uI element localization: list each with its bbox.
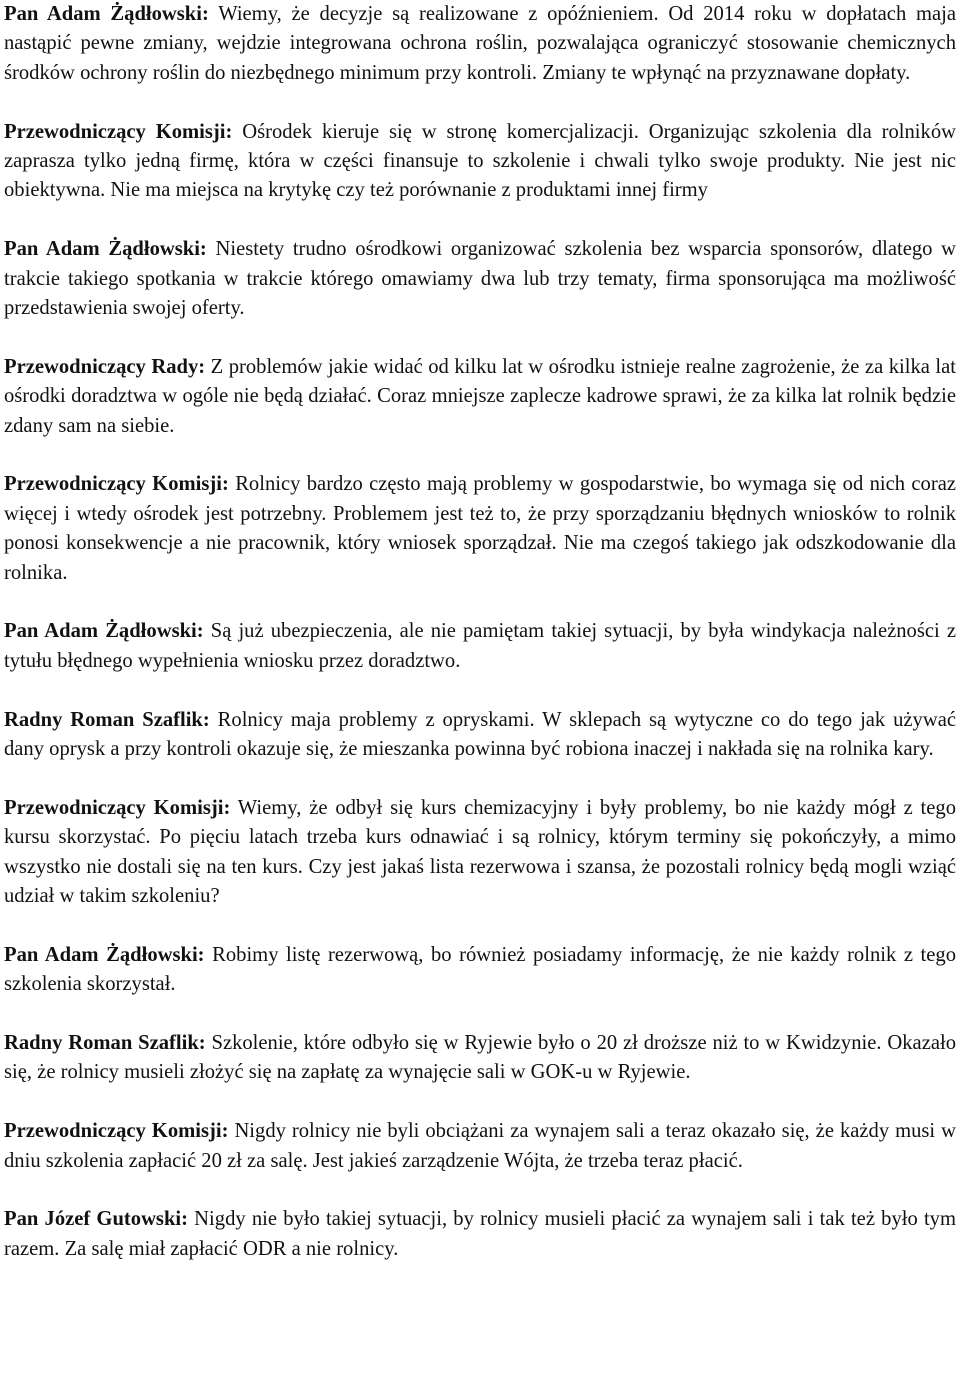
speaker-name: Pan Adam Żądłowski: xyxy=(4,943,205,966)
statement-paragraph xyxy=(4,1029,956,1088)
statement-text: Ośrodek kieruje się w stronę komercjalizacji. Organizując szkolenia dla rolników zaprasza tylko jedną firmę, która w części finansuje to szkolenie i chwali tylko swoje produkty. Nie jest nic obiektywna. Nie ma miejsca na krytykę czy też porównanie z produktami innej firmy xyxy=(4,120,956,202)
statement-text: Nigdy rolnicy nie byli obciążani za wynajem sali a teraz okazało się, że każdy musi w dniu szkolenia zapłacić 20 zł za salę. Jest jakieś zarządzenie Wójta, że trzeba teraz płacić. xyxy=(4,1120,957,1172)
statement-paragraph xyxy=(4,941,956,1000)
speaker-name: Przewodniczący Rady: xyxy=(4,355,206,378)
statement-paragraph xyxy=(4,794,956,912)
statement-text: Są już ubezpieczenia, ale nie pamiętam takiej sytuacji, by była windykacja należności z tytułu błędnego wypełnienia wniosku przez doradztwo. xyxy=(4,620,956,672)
statement-paragraph xyxy=(4,706,956,765)
statement-text: Nigdy nie było takiej sytuacji, by rolnicy musieli płacić za wynajem sali i tak też było tym razem. Za salę miał zapłacić ODR a nie rolnicy. xyxy=(4,1208,956,1260)
statement-paragraph xyxy=(4,470,956,588)
statement-text: Szkolenie, które odbyło się w Ryjewie było o 20 zł droższe niż to w Kwidzynie. Okazało się, że rolnicy musieli złożyć się na zapłatę za wynajęcie sali w GOK-u w Ryjewie. xyxy=(4,1032,956,1084)
speaker-name: Pan Adam Żądłowski: xyxy=(4,238,207,261)
statement-text: Z problemów jakie widać od kilku lat w ośrodku istnieje realne zagrożenie, że za kilka lat ośrodki doradztwa w ogóle nie będą działać. Coraz mniejsze zaplecze kadrowe sprawi, że za kilka lat rolnik będzie zdany sam na siebie. xyxy=(4,355,956,437)
document-page xyxy=(4,0,956,1294)
statement-text: Wiemy, że odbył się kurs chemizacyjny i były problemy, bo nie każdy mógł z tego kursu skorzystać. Po pięciu latach trzeba kurs odnawiać i są rolnicy, którym terminy się pokończyły, a mimo wszystko nie dostali się na ten kurs. Czy jest jakaś lista rezerwowa i szansa, że pozostali rolnicy będą mogli wziąć udział w takim szkoleniu? xyxy=(4,796,957,908)
statement-paragraph xyxy=(4,235,956,323)
statement-paragraph xyxy=(4,0,956,88)
speaker-name: Przewodniczący Komisji: xyxy=(4,1120,229,1143)
speaker-name: Pan Józef Gutowski: xyxy=(4,1208,188,1231)
speaker-name: Radny Roman Szaflik: xyxy=(4,708,210,731)
statement-paragraph xyxy=(4,617,956,676)
statement-text: Wiemy, że decyzje są realizowane z opóźnieniem. Od 2014 roku w dopłatach maja nastąpić pewne zmiany, wejdzie integrowana ochrona roślin, pozwalająca ograniczyć stosowanie chemicznych środków ochrony roślin do niezbędnego minimum przy kontroli. Zmiany te wpłynąć na przyznawane dopłaty. xyxy=(4,3,956,84)
speaker-name: Pan Adam Żądłowski: xyxy=(4,620,204,643)
speaker-name: Radny Roman Szaflik: xyxy=(4,1032,206,1055)
statement-paragraph xyxy=(4,1205,956,1264)
statement-paragraph xyxy=(4,1117,956,1176)
statement-text: Niestety trudno ośrodkowi organizować szkolenia bez wsparcia sponsorów, dlatego w trakcie takiego spotkania w trakcie którego omawiamy dwa lub trzy tematy, firma sponsorująca ma możliwość przedstawienia swojej oferty. xyxy=(4,238,956,320)
statement-text: Robimy listę rezerwową, bo również posiadamy informację, że nie każdy rolnik z tego szkolenia skorzystał. xyxy=(4,943,956,996)
speaker-name: Przewodniczący Komisji: xyxy=(4,796,231,819)
statement-text: Rolnicy bardzo często mają problemy w gospodarstwie, bo wymaga się od nich coraz więcej i wtedy ośrodek jest potrzebny. Problemem jest też to, że przy sporządzaniu błędnych wniosków to rolnik ponosi konsekwencje a nie pracownik, który wniosek sporządzał. Nie ma czegoś takiego jak odszkodowanie dla rolnika. xyxy=(4,473,956,584)
speaker-name: Przewodniczący Komisji: xyxy=(4,120,233,143)
statement-text: Rolnicy maja problemy z opryskami. W sklepach są wytyczne co do tego jak używać dany oprysk a przy kontroli okazuje się, że mieszanka powinna być robiona inaczej i nakłada się na rolnika kary. xyxy=(4,708,957,761)
speaker-name: Pan Adam Żądłowski: xyxy=(4,3,209,25)
speaker-name: Przewodniczący Komisji: xyxy=(4,473,229,496)
statement-paragraph xyxy=(4,118,956,206)
statement-paragraph xyxy=(4,353,956,441)
